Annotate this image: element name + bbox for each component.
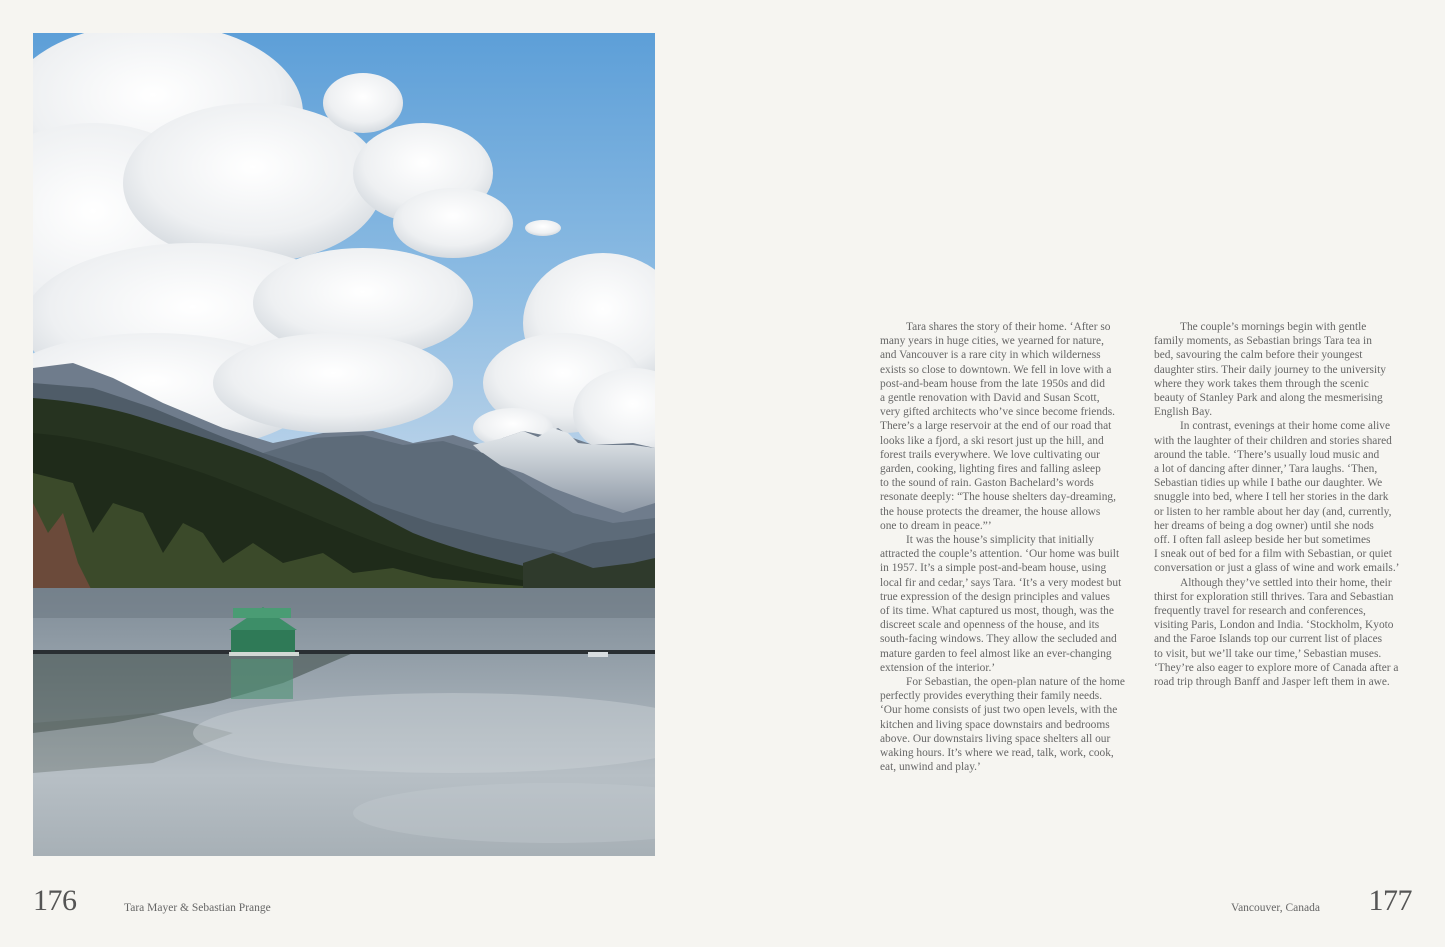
- text-line: eat, unwind and play.’: [880, 761, 981, 774]
- paragraph: [880, 533, 1138, 675]
- text-line: south-facing windows. They allow the secluded and: [880, 633, 1117, 646]
- paragraph: [1154, 576, 1412, 690]
- text-line: family moments, as Sebastian brings Tara tea in: [1154, 335, 1372, 348]
- text-line: waking hours. It’s where we read, talk, work, cook,: [880, 747, 1114, 760]
- text-line: of its time. What captured us most, though, was the: [880, 605, 1114, 618]
- lake-mountain-photo-icon: [33, 33, 655, 856]
- text-line: thirst for exploration still thrives. Tara and Sebastian: [1154, 590, 1394, 603]
- text-line: resonate deeply: “The house shelters day-dreaming,: [880, 491, 1116, 504]
- text-line: in 1957. It’s a simple post-and-beam house, using: [880, 562, 1107, 575]
- text-line: garden, cooking, lighting fires and falling asleep: [880, 463, 1101, 476]
- text-line: daughter stirs. Their daily journey to the university: [1154, 363, 1386, 376]
- text-line: conversation or just a glass of wine and work emails.’: [1154, 562, 1400, 575]
- text-line: attracted the couple’s attention. ‘Our home was built: [880, 548, 1120, 561]
- text-line: exists so close to downtown. We fell in love with a: [880, 363, 1112, 376]
- text-line: For Sebastian, the open-plan nature of the home: [906, 676, 1125, 689]
- text-line: post-and-beam house from the late 1950s and did: [880, 377, 1105, 390]
- text-line: or listen to her ramble about her day (and, currently,: [1154, 505, 1392, 518]
- text-line: many years in huge cities, we yearned for nature,: [880, 335, 1104, 348]
- paragraph: [1154, 419, 1412, 575]
- text-line: above. Our downstairs living space shelters all our: [880, 732, 1111, 745]
- text-line: discreet scale and openness of the house, and its: [880, 619, 1100, 632]
- text-line: around the table. ‘There’s usually loud music and: [1154, 448, 1380, 461]
- paragraph: [1154, 320, 1412, 419]
- text-line: road trip through Banff and Jasper left them in awe.: [1154, 676, 1390, 689]
- text-line: snuggle into bed, where I tell her stories in the dark: [1154, 491, 1389, 504]
- article-column-1: [880, 320, 1138, 775]
- text-line: the house protects the dreamer, the house allows: [880, 505, 1101, 518]
- article-column-2: [1154, 320, 1412, 689]
- text-line: visiting Paris, London and India. ‘Stockholm, Kyoto: [1154, 619, 1394, 632]
- text-line: to visit, but we’ll take our time,’ Sebastian muses.: [1154, 647, 1382, 660]
- running-head-location: Vancouver, Canada: [1231, 902, 1320, 914]
- text-line: very gifted architects who’ve since become friends.: [880, 406, 1115, 419]
- text-line: perfectly provides everything their family needs.: [880, 690, 1103, 703]
- landscape-photo: [33, 33, 655, 856]
- text-line: It was the house’s simplicity that initially: [906, 534, 1094, 547]
- text-line: In contrast, evenings at their home come alive: [1180, 420, 1391, 433]
- text-line: bed, savouring the calm before their youngest: [1154, 349, 1363, 362]
- text-line: off. I often fall asleep beside her but sometimes: [1154, 534, 1371, 547]
- text-line: and Vancouver is a rare city in which wilderness: [880, 349, 1101, 362]
- text-line: a lot of dancing after dinner,’ Tara laughs. ‘Then,: [1154, 463, 1378, 476]
- text-line: English Bay.: [1154, 406, 1213, 419]
- text-line: to the sound of rain. Gaston Bachelard’s words: [880, 477, 1094, 490]
- text-line: one to dream in peace.”’: [880, 519, 992, 532]
- page-number-right: 177: [1368, 884, 1412, 917]
- text-line: The couple’s mornings begin with gentle: [1180, 321, 1367, 333]
- text-line: and the Faroe Islands top our current list of places: [1154, 633, 1383, 646]
- text-line: local fir and cedar,’ says Tara. ‘It’s a very modest but: [880, 576, 1122, 589]
- text-line: extension of the interior.’: [880, 661, 996, 674]
- running-head-authors: Tara Mayer & Sebastian Prange: [124, 902, 271, 914]
- text-line: kitchen and living space downstairs and bedrooms: [880, 718, 1110, 731]
- paragraph: [880, 675, 1138, 774]
- text-line: There’s a large reservoir at the end of our road that: [880, 420, 1112, 433]
- text-line: looks like a fjord, a ski resort just up the hill, and: [880, 434, 1104, 447]
- text-line: ‘Our home consists of just two open levels, with the: [880, 704, 1118, 717]
- text-line: with the laughter of their children and stories shared: [1154, 434, 1392, 447]
- text-line: true expression of the design principles and values: [880, 590, 1110, 603]
- text-line: Although they’ve settled into their home, their: [1180, 576, 1392, 589]
- text-line: Tara shares the story of their home. ‘After so: [906, 321, 1111, 333]
- text-line: forest trails everywhere. We love cultivating our: [880, 448, 1100, 461]
- text-line: I sneak out of bed for a film with Sebastian, or quiet: [1154, 548, 1392, 561]
- text-line: frequently travel for research and conferences,: [1154, 605, 1366, 618]
- text-line: a gentle renovation with David and Susan Scott,: [880, 392, 1100, 405]
- text-line: beauty of Stanley Park and along the mesmerising: [1154, 392, 1383, 405]
- page-number-left: 176: [33, 884, 77, 917]
- text-line: her dreams of being a dog owner) until she nods: [1154, 519, 1374, 532]
- text-line: where they work takes them through the scenic: [1154, 377, 1369, 390]
- text-line: mature garden to feel almost like an ever-changing: [880, 647, 1112, 660]
- text-line: Sebastian tidies up while I bathe our daughter. We: [1154, 477, 1383, 490]
- text-line: ‘They’re also eager to explore more of Canada after a: [1154, 661, 1399, 674]
- paragraph: [880, 320, 1138, 533]
